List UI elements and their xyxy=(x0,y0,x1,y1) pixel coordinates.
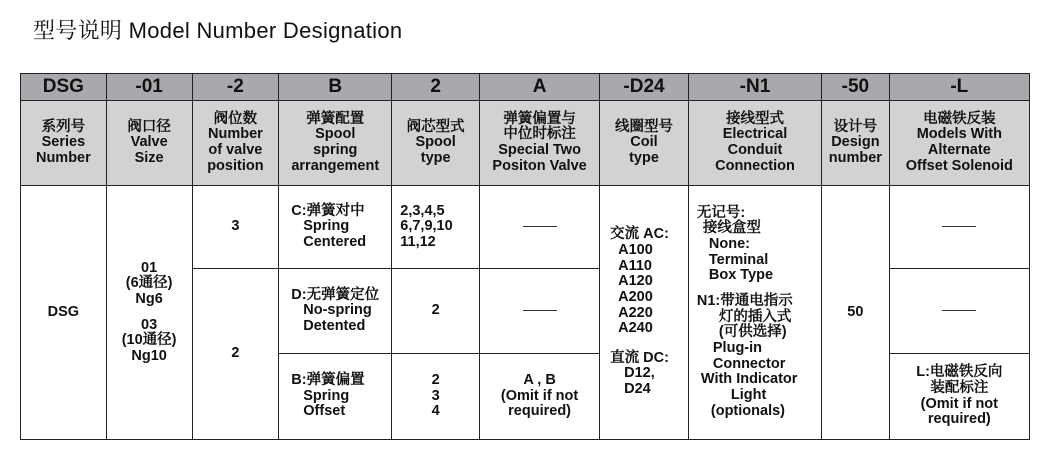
cell-text: Offset xyxy=(303,403,346,420)
code-series: DSG xyxy=(21,74,107,101)
code-design: -50 xyxy=(822,74,890,101)
header-alternate xyxy=(889,101,1029,186)
cell-positions-2: 2 xyxy=(192,269,279,440)
header-text: Size xyxy=(134,149,164,166)
cell-positions-3: 3 xyxy=(192,186,279,269)
header-series xyxy=(21,101,107,186)
cell-spool-offset xyxy=(392,354,480,440)
cell-text: No-spring xyxy=(303,302,372,319)
spec-row-centered xyxy=(21,186,1030,269)
header-text: type xyxy=(420,149,451,166)
header-text: Conduit xyxy=(727,142,783,158)
header-text: Electrical xyxy=(722,126,788,143)
cell-text: required) xyxy=(508,403,571,420)
cell-special-centered xyxy=(480,186,600,269)
cell-text: Detented xyxy=(303,317,366,334)
cell-text: A200 xyxy=(618,288,653,305)
cell-valve-size xyxy=(106,186,192,440)
cell-text: D:无弹簧定位 xyxy=(291,286,380,303)
header-text: Design xyxy=(831,134,880,151)
cell-text: 01 xyxy=(141,259,158,276)
header-text: 阀芯型式 xyxy=(406,118,465,135)
cell-text: Light xyxy=(730,386,767,403)
cell-text: C:弹簧对中 xyxy=(291,202,365,219)
header-text: Models With xyxy=(916,126,1002,143)
model-designation-table xyxy=(20,73,1030,440)
cell-text: 2 xyxy=(431,372,440,389)
header-special xyxy=(480,101,600,186)
cell-text: 03 xyxy=(141,316,158,333)
cell-alternate-detented xyxy=(889,269,1029,354)
code-alternate: -L xyxy=(889,74,1029,101)
cell-text: 3 xyxy=(431,387,440,404)
cell-text: Ng6 xyxy=(135,290,163,307)
cell-text: 接线盒型 xyxy=(702,220,761,237)
header-text: 弹簧配置 xyxy=(306,110,365,127)
cell-conduit xyxy=(688,186,821,440)
cell-text: A220 xyxy=(618,304,653,321)
cell-text: (10通径) xyxy=(121,332,177,349)
header-conduit xyxy=(688,101,821,186)
header-row xyxy=(21,101,1030,186)
header-text: Series xyxy=(41,134,86,151)
cell-text: 交流 AC: xyxy=(610,226,669,243)
cell-text: 4 xyxy=(431,403,440,420)
header-text: type xyxy=(629,149,659,166)
cell-spool-detented: 2 xyxy=(392,269,480,354)
cell-text: N1:带通电指示 xyxy=(696,293,793,310)
cell-spring-offset xyxy=(279,354,392,440)
cell-special-offset xyxy=(480,354,600,440)
cell-text: 装配标注 xyxy=(930,379,989,396)
cell-text: Plug-in xyxy=(712,339,763,356)
header-text: Valve xyxy=(130,134,168,151)
header-valve-size xyxy=(106,101,192,186)
cell-text: 无记号: xyxy=(696,204,746,221)
header-text: 阀位数 xyxy=(213,110,258,127)
code-special: A xyxy=(480,74,600,101)
cell-text: D24 xyxy=(624,381,651,398)
cell-text: (可供选择) xyxy=(718,324,787,341)
cell-text: Terminal xyxy=(708,251,769,268)
cell-text: 6,7,9,10 xyxy=(400,218,453,235)
header-text: spring xyxy=(313,142,358,158)
header-text: Offset Solenoid xyxy=(905,157,1013,174)
cell-text: D12, xyxy=(624,365,655,382)
header-text: Spool xyxy=(315,126,356,143)
header-positions xyxy=(192,101,279,186)
code-positions: -2 xyxy=(192,74,279,101)
header-text: Special Two xyxy=(498,142,581,158)
cell-special-detented xyxy=(480,269,600,354)
code-spool: 2 xyxy=(392,74,480,101)
header-text: of valve xyxy=(208,142,263,158)
cell-spring-detented xyxy=(279,269,392,354)
header-text: Spool xyxy=(415,134,456,151)
header-text: 系列号 xyxy=(41,118,86,135)
title-en: Model Number Designation xyxy=(128,18,403,43)
title-zh: 型号说明 xyxy=(33,18,123,43)
cell-series: DSG xyxy=(21,186,107,440)
cell-design: 50 xyxy=(822,186,890,440)
cell-text: A120 xyxy=(618,273,653,290)
dash-mark xyxy=(942,226,976,227)
code-valve-size: -01 xyxy=(106,74,192,101)
cell-text: A110 xyxy=(618,257,652,274)
dash-mark xyxy=(942,310,976,311)
header-text: Connection xyxy=(715,157,795,174)
header-text: 弹簧偏置与 xyxy=(503,110,576,127)
cell-coil xyxy=(600,186,689,440)
cell-text: L:电磁铁反向 xyxy=(916,364,1003,381)
cell-spring-centered xyxy=(279,186,392,269)
cell-text: 灯的插入式 xyxy=(718,308,792,325)
header-text: arrangement xyxy=(291,157,380,174)
cell-text: Ng10 xyxy=(131,347,167,364)
header-design xyxy=(822,101,890,186)
code-coil: -D24 xyxy=(600,74,689,101)
dash-mark xyxy=(523,310,557,311)
header-spring xyxy=(279,101,392,186)
cell-text: 11,12 xyxy=(400,233,436,250)
header-text: Positon Valve xyxy=(492,157,587,174)
cell-text: A240 xyxy=(618,320,653,337)
cell-text: Spring xyxy=(303,218,350,235)
header-text: position xyxy=(207,157,264,174)
header-text: 阀口径 xyxy=(127,118,171,135)
cell-text: (optionals) xyxy=(710,402,785,419)
header-text: Alternate xyxy=(927,142,991,158)
cell-text: Box Type xyxy=(708,267,774,284)
header-text: 电磁铁反装 xyxy=(923,110,996,127)
code-spring: B xyxy=(279,74,392,101)
header-spool xyxy=(392,101,480,186)
header-text: Number xyxy=(207,126,263,143)
cell-text: Connector xyxy=(712,355,786,372)
header-text: Coil xyxy=(630,134,658,151)
header-text: number xyxy=(828,149,882,166)
cell-text: 直流 DC: xyxy=(610,349,669,366)
cell-text: B:弹簧偏置 xyxy=(291,372,365,389)
cell-text: (Omit if not xyxy=(500,387,579,404)
header-text: 接线型式 xyxy=(725,110,784,127)
cell-text: 2,3,4,5 xyxy=(400,202,445,219)
code-row xyxy=(21,74,1030,101)
header-text: 中位时标注 xyxy=(503,126,576,143)
page-title xyxy=(33,14,402,45)
code-conduit: -N1 xyxy=(688,74,821,101)
cell-spool-centered xyxy=(392,186,480,269)
cell-text: A , B xyxy=(523,372,556,389)
cell-text: Spring xyxy=(303,387,350,404)
cell-text: (Omit if not xyxy=(920,395,998,412)
header-text: 设计号 xyxy=(833,118,878,135)
cell-text: Centered xyxy=(303,233,367,250)
header-text: 线圈型号 xyxy=(615,118,673,135)
header-text: Number xyxy=(35,149,91,166)
dash-mark xyxy=(523,226,557,227)
cell-alternate-offset xyxy=(889,354,1029,440)
cell-text: required) xyxy=(927,411,991,428)
cell-text: (6通径) xyxy=(125,275,173,292)
cell-alternate-centered xyxy=(889,186,1029,269)
cell-text: None: xyxy=(708,236,750,253)
cell-text: A100 xyxy=(618,241,653,258)
header-coil xyxy=(600,101,689,186)
cell-text: With Indicator xyxy=(700,371,798,388)
